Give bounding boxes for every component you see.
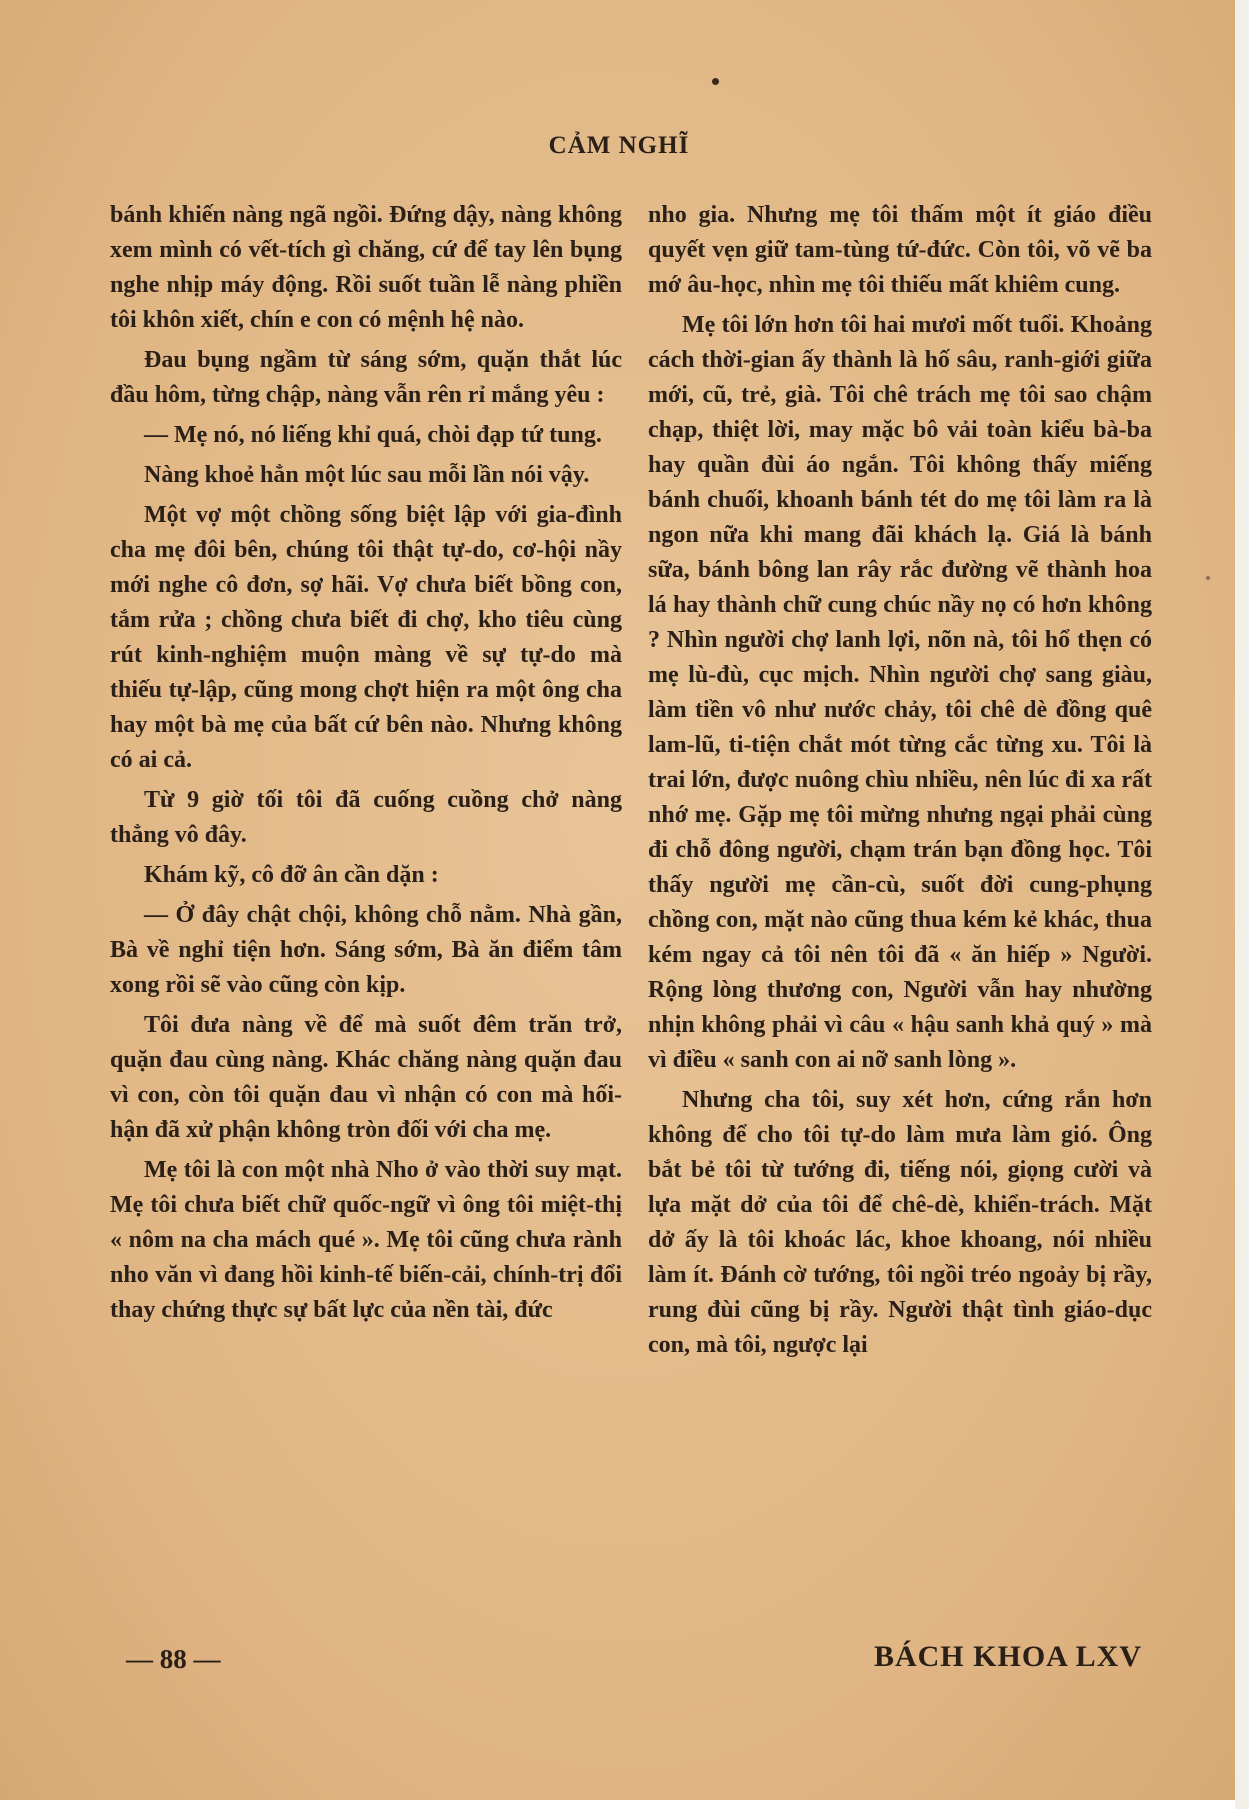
footer-title: BÁCH KHOA LXV xyxy=(873,1640,1142,1673)
running-head: CẢM NGHĨ xyxy=(548,132,690,159)
paragraph: Tôi đưa nàng về để mà suốt đêm trăn trở, quặn đau cùng nàng. Khác chăng nàng quặn đau vì con, còn tôi quặn đau vì nhận có con mà hối-hận đã xử phận không tròn đối với cha mẹ. xyxy=(110,1012,622,1143)
paragraph: Một vợ một chồng sống biệt lập với gia-đình cha mẹ đôi bên, chúng tôi thật tự-do, cơ-hội nầy mới nghe cô đơn, sợ hãi. Vợ chưa biết bồng con, tắm rửa ; chồng chưa biết đi chợ, kho tiêu cùng rút kinh-nghiệm muộn màng về sự tự-do mà thiếu tự-lập, cũng mong chợt hiện ra một ông cha hay một bà mẹ của bất cứ bên nào. Nhưng không có ai cả. xyxy=(110,502,622,773)
left-column xyxy=(110,198,622,1333)
ink-speck xyxy=(712,78,719,85)
page-number: — 88 — xyxy=(126,1644,221,1674)
paragraph: Nàng khoẻ hẳn một lúc sau mỗi lần nói vậy. xyxy=(144,462,590,488)
right-column xyxy=(648,198,1152,1368)
paragraph: — Mẹ nó, nó liếng khỉ quá, chòi đạp tứ tung. xyxy=(144,422,602,448)
ink-speck xyxy=(1206,576,1210,580)
paragraph: Nhưng cha tôi, suy xét hơn, cứng rắn hơn không để cho tôi tự-do làm mưa làm gió. Ông bắt bẻ tôi từ tướng đi, tiếng nói, giọng cười và lựa mặt dở của tôi để chê-dè, khiển-trách. Mặt dở ấy là tôi khoác lác, khoe khoang, nói nhiều làm ít. Đánh cờ tướng, tôi ngồi tréo ngoảy bị rầy, rung đùi cũng bị rầy. Người thật tình giáo-dục con, mà tôi, ngược lại xyxy=(648,1087,1152,1358)
paragraph: bánh khiến nàng ngã ngồi. Đứng dậy, nàng không xem mình có vết-tích gì chăng, cứ để tay lên bụng nghe nhịp máy động. Rồi suốt tuần lễ nàng phiền tôi khôn xiết, chín e con có mệnh hệ nào. xyxy=(110,202,622,333)
paragraph: Khám kỹ, cô đỡ ân cần dặn : xyxy=(144,862,439,888)
paragraph: Đau bụng ngầm từ sáng sớm, quặn thắt lúc đầu hôm, từng chập, nàng vẫn rên rỉ mắng yêu : xyxy=(110,347,622,408)
paragraph: Từ 9 giờ tối tôi đã cuống cuồng chở nàng thẳng vô đây. xyxy=(110,787,622,848)
paragraph: Mẹ tôi lớn hơn tôi hai mươi mốt tuổi. Khoảng cách thời-gian ấy thành là hố sâu, ranh-giới giữa mới, cũ, trẻ, già. Tôi chê trách mẹ tôi sao chậm chạp, thiệt lời, may mặc bô vải toàn kiểu bà-ba hay quần đùi áo ngắn. Tôi không thấy miếng bánh chuối, khoanh bánh tét do mẹ tôi làm ra là ngon nữa khi mang đãi khách lạ. Giá là bánh sữa, bánh bông lan rây rắc đường vẽ thành hoa lá hay thành chữ cung chúc nầy nọ có hơn không ? Nhìn người chợ lanh lợi, nõn nà, tôi hổ thẹn có mẹ lù-đù, cục mịch. Nhìn người chợ sang giàu, làm tiền vô như nước chảy, tôi chê dè đồng quê lam-lũ, ti-tiện chắt mót từng cắc từng xu. Tôi là trai lớn, được nuông chìu nhiều, nên lúc đi xa rất nhớ mẹ. Gặp mẹ tôi mừng nhưng ngại phải cùng đi chỗ đông người, chạm trán bạn đồng học. Tôi thấy người mẹ cần-cù, suốt đời cung-phụng chồng con, mặt nào cũng thua kém kẻ khác, thua kém ngay cả tôi nên tôi đã « ăn hiếp » Người. Rộng lòng thương con, Người vẫn hay nhường nhịn không phải vì câu « hậu sanh khả quý » mà vì điều « sanh con ai nỡ sanh lòng ». xyxy=(648,312,1152,1073)
paragraph: — Ở đây chật chội, không chỗ nằm. Nhà gần, Bà về nghỉ tiện hơn. Sáng sớm, Bà ăn điểm tâm xong rồi sẽ vào cũng còn kịp. xyxy=(110,902,622,998)
paragraph: Mẹ tôi là con một nhà Nho ở vào thời suy mạt. Mẹ tôi chưa biết chữ quốc-ngữ vì ông tôi miệt-thị « nôm na cha mách qué ». Mẹ tôi cũng chưa rành nho văn vì đang hồi kinh-tế biến-cải, chính-trị đổi thay chứng thực sự bất lực của nền tài, đức xyxy=(110,1157,622,1323)
paragraph: nho gia. Nhưng mẹ tôi thấm một ít giáo điều quyết vẹn giữ tam-tùng tứ-đức. Còn tôi, võ vẽ ba mớ âu-học, nhìn mẹ tôi thiếu mất khiêm cung. xyxy=(648,202,1152,298)
scan-margin xyxy=(1235,0,1249,1809)
